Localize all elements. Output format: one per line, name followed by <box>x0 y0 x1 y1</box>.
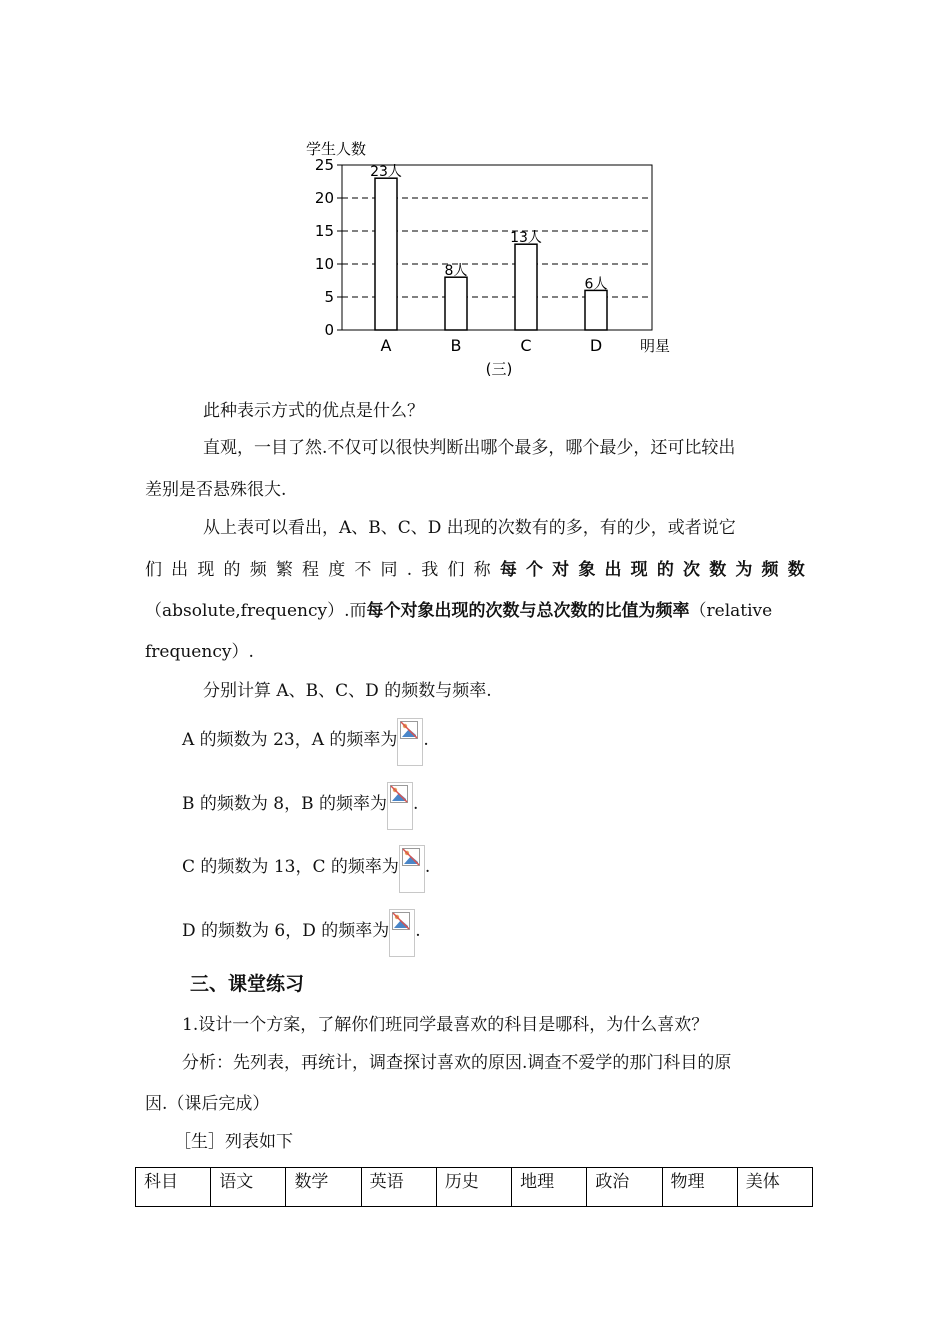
analysis-line-2: 因.（课后完成） <box>145 1094 270 1114</box>
table-cell: 地理 <box>512 1168 587 1207</box>
bold-word: 每 <box>499 560 517 580</box>
word: 同 <box>380 560 398 580</box>
freq-line-c <box>182 845 430 893</box>
absolute-frequency-term: （absolute,frequency）.而 <box>145 601 367 621</box>
frequency-intro-line-1: 从上表可以看出，A、B、C、D 出现的次数有的多，有的少，或者说它 <box>203 518 736 538</box>
student-note: ［生］列表如下 <box>174 1132 293 1152</box>
word: 繁 <box>275 560 293 580</box>
word: 度 <box>328 560 346 580</box>
table-cell: 美体 <box>737 1168 812 1207</box>
table-cell: 政治 <box>587 1168 662 1207</box>
word: 现 <box>197 560 215 580</box>
bold-word: 为 <box>735 560 753 580</box>
bar-value-label: 23人 <box>370 164 402 181</box>
word: 的 <box>223 560 241 580</box>
freq-line-a <box>182 718 429 766</box>
broken-image-icon <box>397 718 423 766</box>
exercise-1: 1.设计一个方案，了解你们班同学最喜欢的科目是哪科，为什么喜欢？ <box>182 1015 709 1035</box>
period: . <box>423 730 429 750</box>
relative-frequency-definition: 每个对象出现的次数与总次数的比值为频率 <box>366 601 690 621</box>
freq-line-d <box>182 909 421 957</box>
y-axis-label: 学生人数 <box>306 140 367 158</box>
bar-value-label: 13人 <box>510 230 542 247</box>
table-cell: 物理 <box>662 1168 737 1207</box>
word: 们 <box>447 560 465 580</box>
analysis-line-1: 分析：先列表，再统计，调查探讨喜欢的原因.调查不爱学的那门科目的原 <box>182 1053 732 1073</box>
section-heading: 三、课堂练习 <box>190 973 305 995</box>
bar <box>375 178 397 330</box>
freq-text-c: C 的频数为 13，C 的频率为 <box>182 857 399 877</box>
x-axis-label: 明星 <box>640 337 671 355</box>
frequency-intro-line-2 <box>145 559 805 581</box>
calc-instruction: 分别计算 A、B、C、D 的频数与频率. <box>203 681 492 701</box>
y-tick-label: 5 <box>324 288 334 306</box>
bold-word: 现 <box>630 560 648 580</box>
x-tick-label: A <box>380 336 392 355</box>
period: . <box>413 794 419 814</box>
subject-table <box>135 1167 813 1207</box>
table-cell: 英语 <box>361 1168 436 1207</box>
period: . <box>424 857 431 877</box>
bold-word: 对 <box>552 560 570 580</box>
x-tick-label: C <box>520 336 532 355</box>
word: 出 <box>171 560 189 580</box>
bold-word: 频 <box>761 560 779 580</box>
bold-word: 数 <box>709 560 727 580</box>
y-tick-label: 15 <box>314 222 334 240</box>
answer-line-1: 直观，一目了然.不仅可以很快判断出哪个最多，哪个最少，还可比较出 <box>203 438 736 458</box>
relative-frequency-term: （relative <box>689 601 773 621</box>
question-advantage: 此种表示方式的优点是什么？ <box>203 401 424 421</box>
bar-chart <box>290 130 690 385</box>
x-tick-label: B <box>450 336 462 355</box>
bold-word: 出 <box>604 560 622 580</box>
word: 称 <box>473 560 491 580</box>
bar <box>515 244 537 330</box>
word: 程 <box>302 560 320 580</box>
table-cell: 科目 <box>136 1168 211 1207</box>
freq-text-a: A 的频数为 23，A 的频率为 <box>182 730 398 750</box>
word: 我 <box>421 560 439 580</box>
word: 们 <box>145 560 162 580</box>
y-tick-label: 20 <box>314 189 334 207</box>
word: 不 <box>354 560 372 580</box>
bar <box>445 277 467 330</box>
word: . <box>406 560 413 580</box>
broken-image-icon <box>389 909 415 957</box>
bold-word: 个 <box>525 560 543 580</box>
broken-image-icon <box>399 845 425 893</box>
table-cell: 历史 <box>436 1168 511 1207</box>
bar-value-label: 6人 <box>584 276 608 293</box>
table-cell: 数学 <box>286 1168 361 1207</box>
table-row <box>136 1168 813 1207</box>
x-tick-label: D <box>589 336 603 355</box>
period: . <box>415 921 421 941</box>
freq-text-d: D 的频数为 6，D 的频率为 <box>182 921 390 941</box>
table-cell: 语文 <box>211 1168 286 1207</box>
freq-line-b <box>182 782 418 830</box>
bar <box>585 290 607 330</box>
bold-word: 象 <box>578 560 596 580</box>
freq-text-b: B 的频数为 8，B 的频率为 <box>182 794 388 814</box>
bar-value-label: 8人 <box>444 263 468 280</box>
bold-word: 的 <box>656 560 674 580</box>
y-tick-label: 10 <box>314 255 334 273</box>
broken-image-icon <box>387 782 413 830</box>
word: 频 <box>249 560 267 580</box>
bold-word: 数 <box>787 560 805 580</box>
frequency-intro-line-4: frequency）. <box>145 642 254 662</box>
y-tick-label: 0 <box>324 321 334 339</box>
y-tick-label: 25 <box>314 156 334 174</box>
frequency-intro-line-3 <box>145 600 772 622</box>
answer-line-2: 差别是否悬殊很大. <box>145 480 287 500</box>
bold-word: 次 <box>683 560 701 580</box>
chart-caption: (三) <box>485 360 513 378</box>
